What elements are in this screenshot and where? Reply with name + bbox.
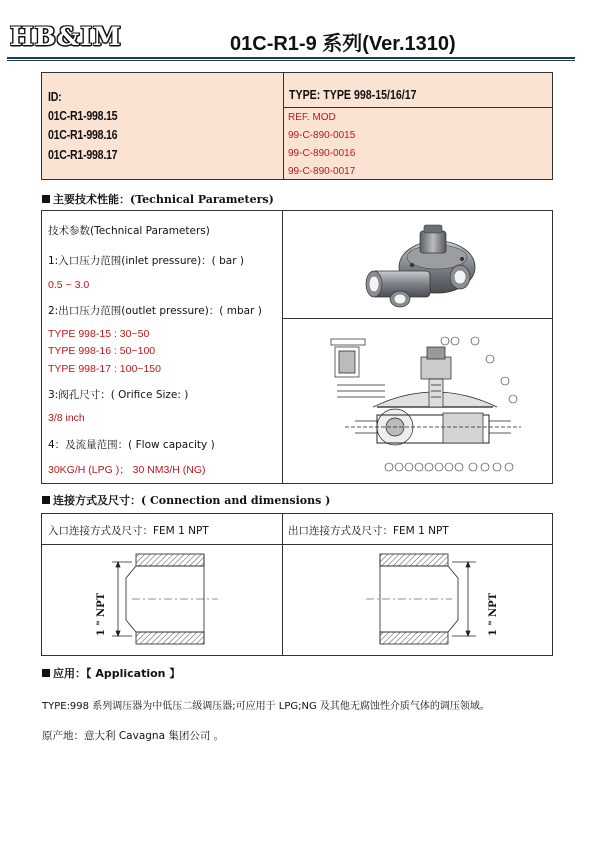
- outlet-value: TYPE 998-15 : 30~50: [48, 328, 150, 340]
- outlet-dimension-label: 1 " NPT: [488, 592, 500, 637]
- flow-label: 4：及流量范围：( Flow capacity ): [48, 439, 215, 451]
- technical-section-title: 主要技术性能：(Technical Parameters): [42, 191, 274, 207]
- outlet-value: TYPE 998-16 : 50~100: [48, 345, 156, 357]
- inlet-dimension-label: 1 " NPT: [96, 592, 108, 637]
- inlet-value: 0.5 ~ 3.0: [48, 279, 90, 291]
- type-line: TYPE: TYPE 998-15/16/17: [289, 88, 417, 102]
- orifice-value: 3/8 inch: [48, 412, 85, 424]
- cross-section-drawing: [325, 329, 525, 474]
- square-bullet-icon: [42, 496, 50, 504]
- header-rule: [7, 57, 575, 59]
- ref-item: 99-C-890-0017: [288, 166, 356, 177]
- tech-heading: 技术参数(Technical Parameters): [48, 225, 210, 237]
- inlet-fitting-drawing: [92, 550, 232, 650]
- regulator-photo: [342, 219, 502, 311]
- outlet-fitting-drawing: [352, 550, 492, 650]
- ref-label: REF. MOD: [288, 112, 336, 123]
- id-block: [41, 72, 553, 180]
- header-rule-thin: [7, 60, 575, 61]
- square-bullet-icon: [42, 669, 50, 677]
- connection-section-title: 连接方式及尺寸：( Connection and dimensions ): [42, 492, 330, 508]
- id-item: 01C-R1-998.16: [48, 128, 118, 142]
- id-item: 01C-R1-998.15: [48, 109, 118, 123]
- company-logo: HB&IM: [10, 22, 122, 51]
- square-bullet-icon: [42, 195, 50, 203]
- type-cell: [283, 73, 552, 108]
- flow-value: 30KG/H (LPG )； 30 NM3/H (NG): [48, 464, 206, 476]
- ref-item: 99-C-890-0015: [288, 130, 356, 141]
- id-list: [42, 73, 284, 179]
- id-item: 01C-R1-998.17: [48, 148, 118, 162]
- connection-table: [41, 513, 553, 656]
- application-section-title: 应用：【 Application 】: [42, 665, 180, 681]
- inlet-connection-label: 入口连接方式及尺寸：FEM 1 NPT: [48, 525, 209, 537]
- technical-table: [41, 210, 553, 484]
- application-text: TYPE:998 系列调压器为中低压二级调压器;可应用于 LPG;NG 及其他无腐蚀性介质气体的调压领域。: [42, 701, 490, 712]
- page-title: 01C-R1-9 系列(Ver.1310): [230, 33, 456, 55]
- id-label: ID:: [48, 90, 62, 104]
- outlet-label: 2:出口压力范围(outlet pressure)：( mbar ): [48, 305, 262, 317]
- outlet-connection-label: 出口连接方式及尺寸：FEM 1 NPT: [288, 525, 449, 537]
- origin-text: 原产地：意大利 Cavagna 集团公司 。: [42, 730, 225, 742]
- outlet-value: TYPE 998-17 : 100~150: [48, 363, 161, 375]
- ref-item: 99-C-890-0016: [288, 148, 356, 159]
- inlet-label: 1:入口压力范围(inlet pressure)：( bar ): [48, 255, 244, 267]
- orifice-label: 3:阀孔尺寸：( Orifice Size: ): [48, 389, 189, 401]
